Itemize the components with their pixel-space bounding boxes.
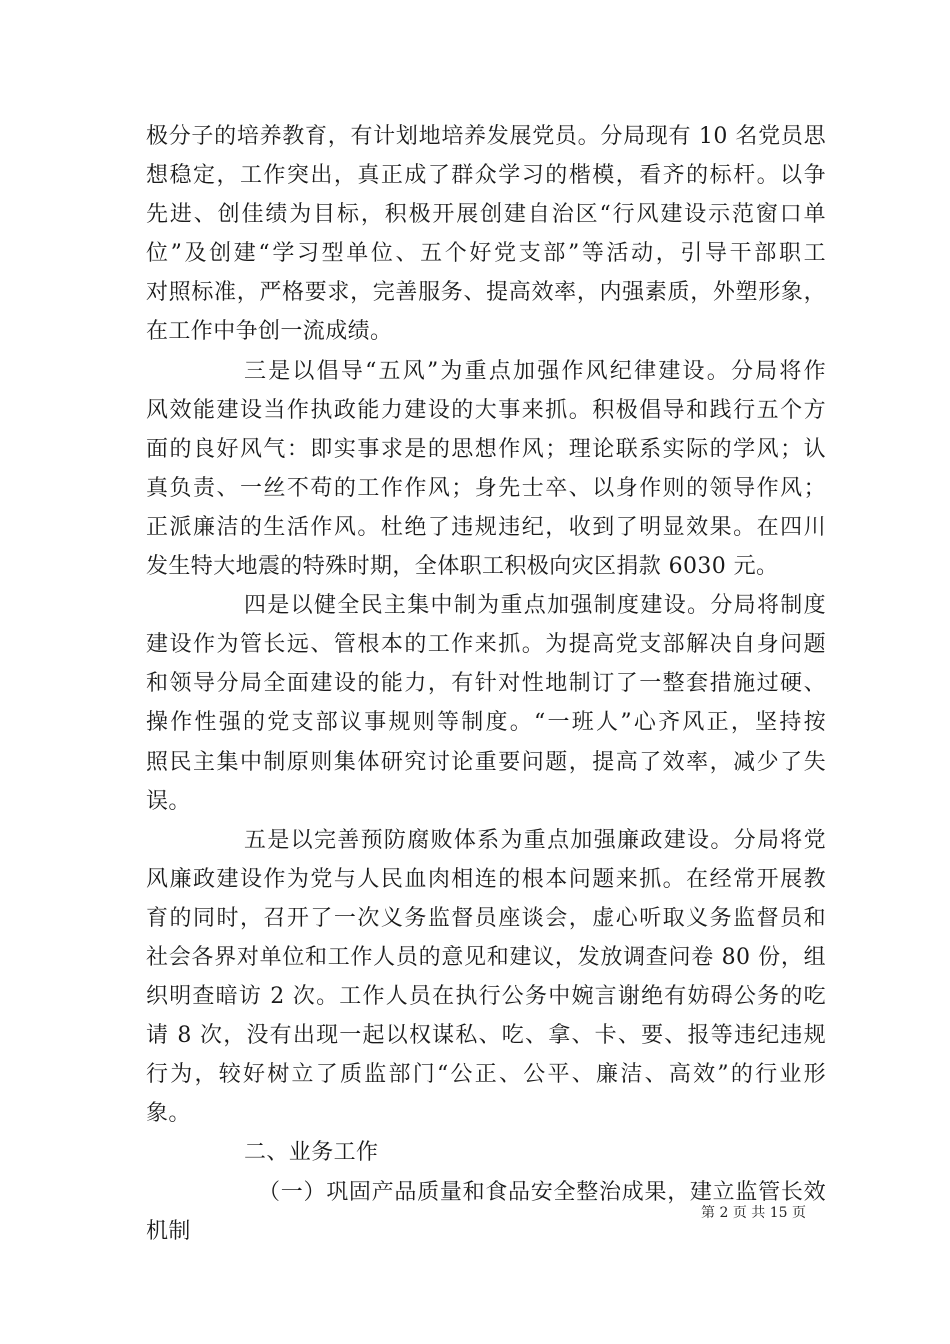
- paragraph-start-line: 三是以倡导“五风”为重点加强作风纪律建设。分局将作: [244, 358, 826, 384]
- text-line: 操作性强的党支部议事规则等制度。“一班人”心齐风正，坚持按: [146, 710, 826, 736]
- text-line: 正派廉洁的生活作风。杜绝了违规违纪，收到了明显效果。在四川: [146, 514, 826, 540]
- page-number-footer: 第 2 页 共 15 页: [701, 1205, 806, 1221]
- text-line: 请 8 次，没有出现一起以权谋私、吃、拿、卡、要、报等违纪违规: [146, 1023, 826, 1049]
- paragraph-start-line: 五是以完善预防腐败体系为重点加强廉政建设。分局将党: [244, 827, 826, 853]
- text-line: 风效能建设当作执政能力建设的大事来抓。积极倡导和践行五个方: [146, 397, 826, 423]
- document-body: [146, 117, 826, 1251]
- text-line: 位”及创建“学习型单位、五个好党支部”等活动，引导干部职工: [146, 241, 826, 267]
- text-line: 想稳定，工作突出，真正成了群众学习的楷模，看齐的标杆。以争: [146, 163, 826, 189]
- text-line: 发生特大地震的特殊时期，全体职工积极向灾区捐款 6030 元。: [146, 554, 779, 580]
- text-line: 真负责、一丝不苟的工作作风；身先士卒、以身作则的领导作风；: [146, 475, 826, 501]
- text-line: 在工作中争创一流成绩。: [146, 319, 393, 345]
- text-line: 照民主集中制原则集体研究讨论重要问题，提高了效率，减少了失: [146, 749, 826, 775]
- text-line: 织明查暗访 2 次。工作人员在执行公务中婉言谢绝有妨碍公务的吃: [146, 984, 826, 1010]
- text-line: 误。: [146, 788, 191, 814]
- text-line: 先进、创佳绩为目标，积极开展创建自治区“行风建设示范窗口单: [146, 202, 826, 228]
- subsection-heading: （一）巩固产品质量和食品安全整治成果，建立监管长效: [258, 1179, 826, 1205]
- text-line: 社会各界对单位和工作人员的意见和建议，发放调查问卷 80 份，组: [146, 944, 826, 970]
- section-heading: 二、业务工作: [244, 1140, 379, 1166]
- text-line: 建设作为管长远、管根本的工作来抓。为提高党支部解决自身问题: [146, 632, 826, 658]
- subsection-heading-continued: 机制: [146, 1218, 191, 1244]
- text-line: 行为，较好树立了质监部门“公正、公平、廉洁、高效”的行业形: [146, 1062, 826, 1088]
- text-line: 和领导分局全面建设的能力，有针对性地制订了一整套措施过硬、: [146, 671, 826, 697]
- text-line: 象。: [146, 1101, 191, 1127]
- text-line: 育的同时，召开了一次义务监督员座谈会，虚心听取义务监督员和: [146, 905, 826, 931]
- text-line: 风廉政建设作为党与人民血肉相连的根本问题来抓。在经常开展教: [146, 866, 826, 892]
- paragraph-start-line: 四是以健全民主集中制为重点加强制度建设。分局将制度: [244, 593, 826, 619]
- text-line: 对照标准，严格要求，完善服务、提高效率，内强素质，外塑形象，: [146, 280, 826, 306]
- text-line: 极分子的培养教育，有计划地培养发展党员。分局现有 10 名党员思: [146, 124, 826, 149]
- text-line: 面的良好风气：即实事求是的思想作风；理论联系实际的学风；认: [146, 436, 826, 462]
